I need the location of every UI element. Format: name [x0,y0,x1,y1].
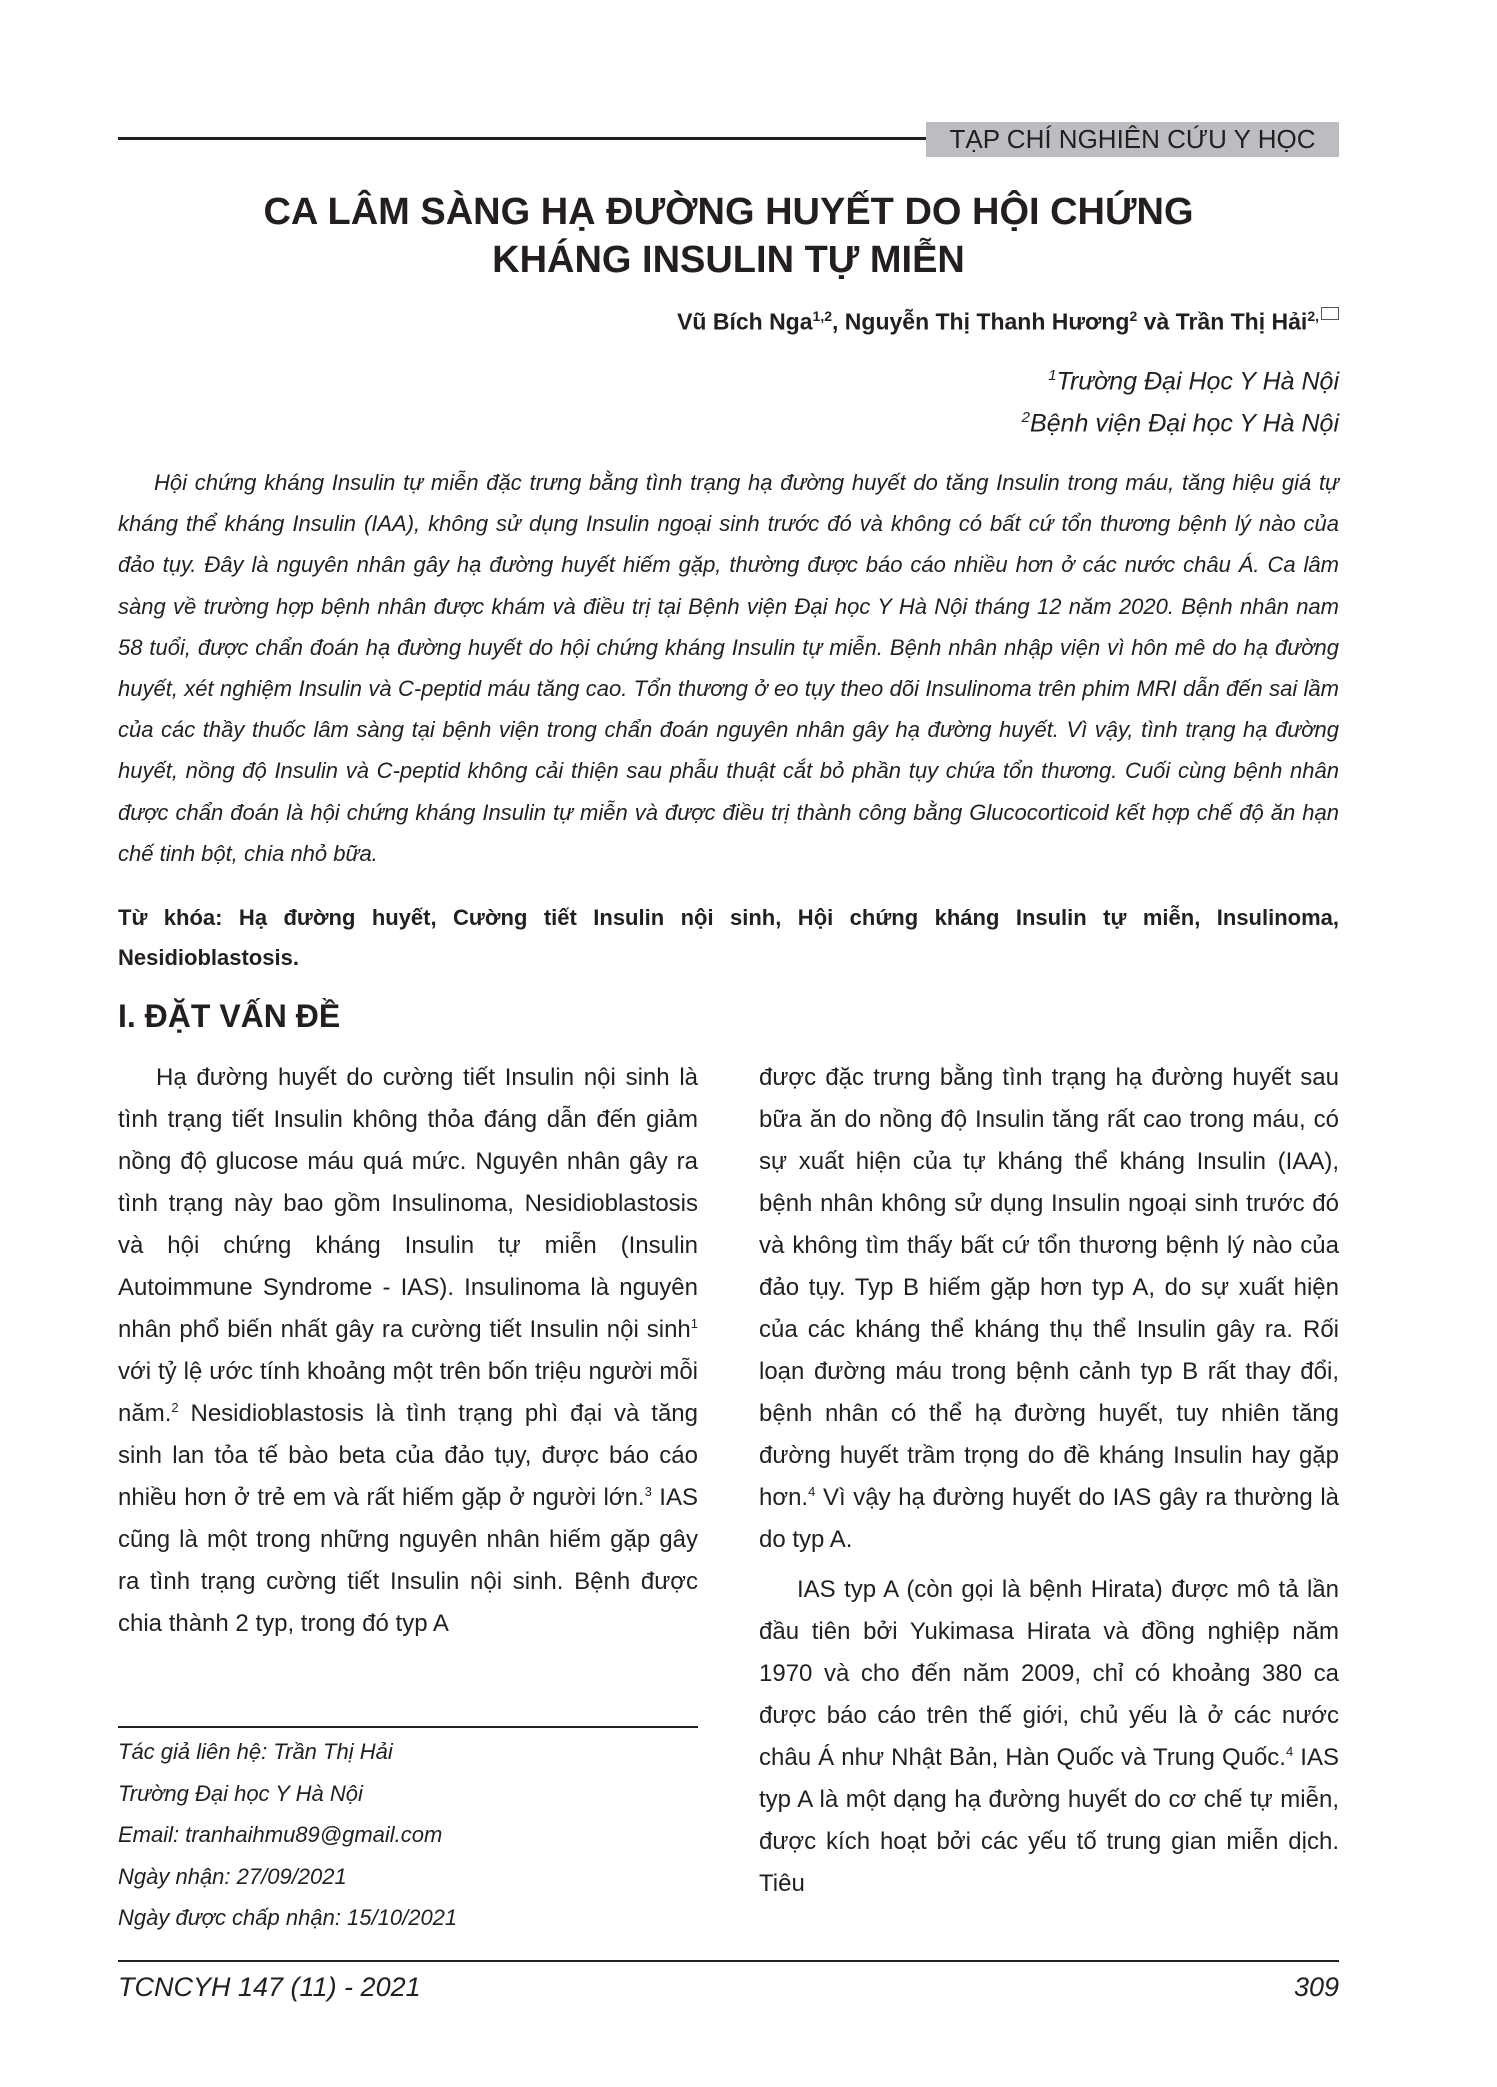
footnote-institution: Trường Đại học Y Hà Nội [118,1780,363,1806]
citation-ref: 4 [808,1484,816,1499]
body-paragraph [118,1057,698,1645]
footnote-received-date: Ngày nhận: 27/09/2021 [118,1863,347,1889]
author-name: Trần Thị Hải [1175,308,1308,335]
affiliation-marker: 1 [1048,367,1057,384]
citation-ref: 4 [1285,1744,1294,1759]
journal-name-tab: TẠP CHÍ NGHIÊN CỨU Y HỌC [926,122,1339,157]
footnote-rule [118,1726,698,1728]
body-column-right [759,1057,1339,1905]
author-name: Vũ Bích Nga [677,308,813,335]
keywords: Từ khóa: Hạ đường huyết, Cường tiết Insulin nội sinh, Hội chứng kháng Insulin tự miễn, Insulinoma, Nesidioblastosis. [118,905,1339,970]
author-affiliation-marker: 2 [1129,308,1138,324]
affiliation-text: Bệnh viện Đại học Y Hà Nội [1030,409,1339,438]
title-line-1: CA LÂM SÀNG HẠ ĐƯỜNG HUYẾT DO HỘI CHỨNG [263,191,1194,233]
affiliation-marker: 2 [1021,409,1031,426]
author-list [677,308,1339,336]
header-rule [118,137,926,140]
affiliation-2 [1022,409,1339,438]
body-text: IAS cũng là một trong những nguyên nhân hiếm gặp gây ra tình trạng cường tiết Insulin nội sinh. Bệnh được chia thành 2 typ, trong đó typ A [118,1484,698,1637]
affiliation-text: Trường Đại Học Y Hà Nội [1056,367,1339,396]
footer-journal-issue: TCNCYH 147 (11) - 2021 [118,1972,421,2002]
body-paragraph [759,1057,1339,1561]
body-text: được đặc trưng bằng tình trạng hạ đường huyết sau bữa ăn do nồng độ Insulin tăng rất cao trong máu, có sự xuất hiện của tự kháng thể kháng Insulin (IAA), bệnh nhân không sử dụng Insulin ngoại sinh trước đó và không tìm thấy bất cứ tổn thương bệnh lý nào của đảo tụy. Typ B hiếm gặp hơn typ A, do sự xuất hiện của các kháng thể kháng thụ thể Insulin gây ra. Rối loạn đường máu trong bệnh cảnh typ B rất thay đổi, bệnh nhân có thể hạ đường huyết, tuy nhiên tăng đường huyết trầm trọng do đề kháng Insulin hay gặp hơn. [759,1064,1339,1511]
body-paragraph [759,1569,1339,1905]
footnote-accepted-date: Ngày được chấp nhận: 15/10/2021 [118,1905,458,1930]
body-column-left [118,1057,698,1645]
body-text: Hạ đường huyết do cường tiết Insulin nội sinh là tình trạng tiết Insulin không thỏa đáng dẫn đến giảm nồng độ glucose máu quá mức. Nguyên nhân gây ra tình trạng này bao gồm Insulinoma, Nesidioblastosis và hội chứng kháng Insulin tự miễn (Insulin Autoimmune Syndrome - IAS). Insulinoma là nguyên nhân phổ biến nhất gây ra cường tiết Insulin nội sinh [118,1064,698,1343]
page-number: 309 [1293,1972,1339,2002]
footer-rule [118,1960,1339,1962]
section-heading: I. ĐẶT VẤN ĐỀ [118,998,341,1034]
citation-ref: 3 [644,1484,652,1499]
author-contact-footnote [118,1731,698,1939]
abstract: Hội chứng kháng Insulin tự miễn đặc trưng bằng tình trạng hạ đường huyết do tăng Insulin trong máu, tăng hiệu giá tự kháng thể kháng Insulin (IAA), không sử dụng Insulin ngoại sinh trước đó và không có bất cứ tổn thương bệnh lý nào của đảo tụy. Đây là nguyên nhân gây hạ đường huyết hiếm gặp, thường được báo cáo nhiều hơn ở các nước châu Á. Ca lâm sàng về trường hợp bệnh nhân được khám và điều trị tại Bệnh viện Đại học Y Hà Nội tháng 12 năm 2020. Bệnh nhân nam 58 tuổi, được chẩn đoán hạ đường huyết do hội chứng kháng Insulin tự miễn. Bệnh nhân nhập viện vì hôn mê do hạ đường huyết, xét nghiệm Insulin và C-peptid máu tăng cao. Tổn thương ở eo tụy theo dõi Insulinoma trên phim MRI dẫn đến sai lầm của các thầy thuốc lâm sàng tại bệnh viện trong chẩn đoán nguyên nhân gây hạ đường huyết. Vì vậy, tình trạng hạ đường huyết, nồng độ Insulin và C-peptid không cải thiện sau phẫu thuật cắt bỏ phần tụy chứa tổn thương. Cuối cùng bệnh nhân được chẩn đoán là hội chứng kháng Insulin tự miễn và được điều trị thành công bằng Glucocorticoid kết hợp chế độ ăn hạn chế tinh bột, chia nhỏ bữa. [118,470,1339,866]
author-affiliation-marker: 1,2 [812,308,832,324]
article-title [118,188,1339,284]
author-name: Nguyễn Thị Thanh Hương [844,308,1130,335]
body-text: Nesidioblastosis là tình trạng phì đại và tăng sinh lan tỏa tế bào beta của đảo tụy, được báo cáo nhiều hơn ở trẻ em và rất hiếm gặp ở người lớn. [118,1400,698,1511]
author-separator: và [1137,308,1176,335]
footnote-email: Email: tranhaihmu89@gmail.com [118,1822,443,1847]
envelope-icon [1321,307,1339,320]
citation-ref: 1 [690,1316,698,1331]
affiliation-1 [1048,367,1339,396]
footnote-contact: Tác giả liên hệ: Trần Thị Hải [118,1739,393,1764]
citation-ref: 2 [171,1400,179,1415]
author-separator: , [832,308,845,335]
body-text: với tỷ lệ ước tính khoảng một trên bốn triệu người mỗi năm. [118,1358,698,1427]
body-text: IAS typ A là một dạng hạ đường huyết do cơ chế tự miễn, được kích hoạt bởi các yếu tố trung gian miễn dịch. Tiêu [759,1744,1339,1897]
body-text: IAS typ A (còn gọi là bệnh Hirata) được mô tả lần đầu tiên bởi Yukimasa Hirata và đồng nghiệp năm 1970 và cho đến năm 2009, chỉ có khoảng 380 ca được báo cáo trên thế giới, chủ yếu là ở các nước châu Á như Nhật Bản, Hàn Quốc và Trung Quốc. [759,1576,1339,1771]
author-affiliation-marker: 2, [1307,308,1319,324]
title-line-2: KHÁNG INSULIN TỰ MIỄN [492,239,965,281]
body-text: Vì vậy hạ đường huyết do IAS gây ra thường là do typ A. [759,1484,1339,1553]
